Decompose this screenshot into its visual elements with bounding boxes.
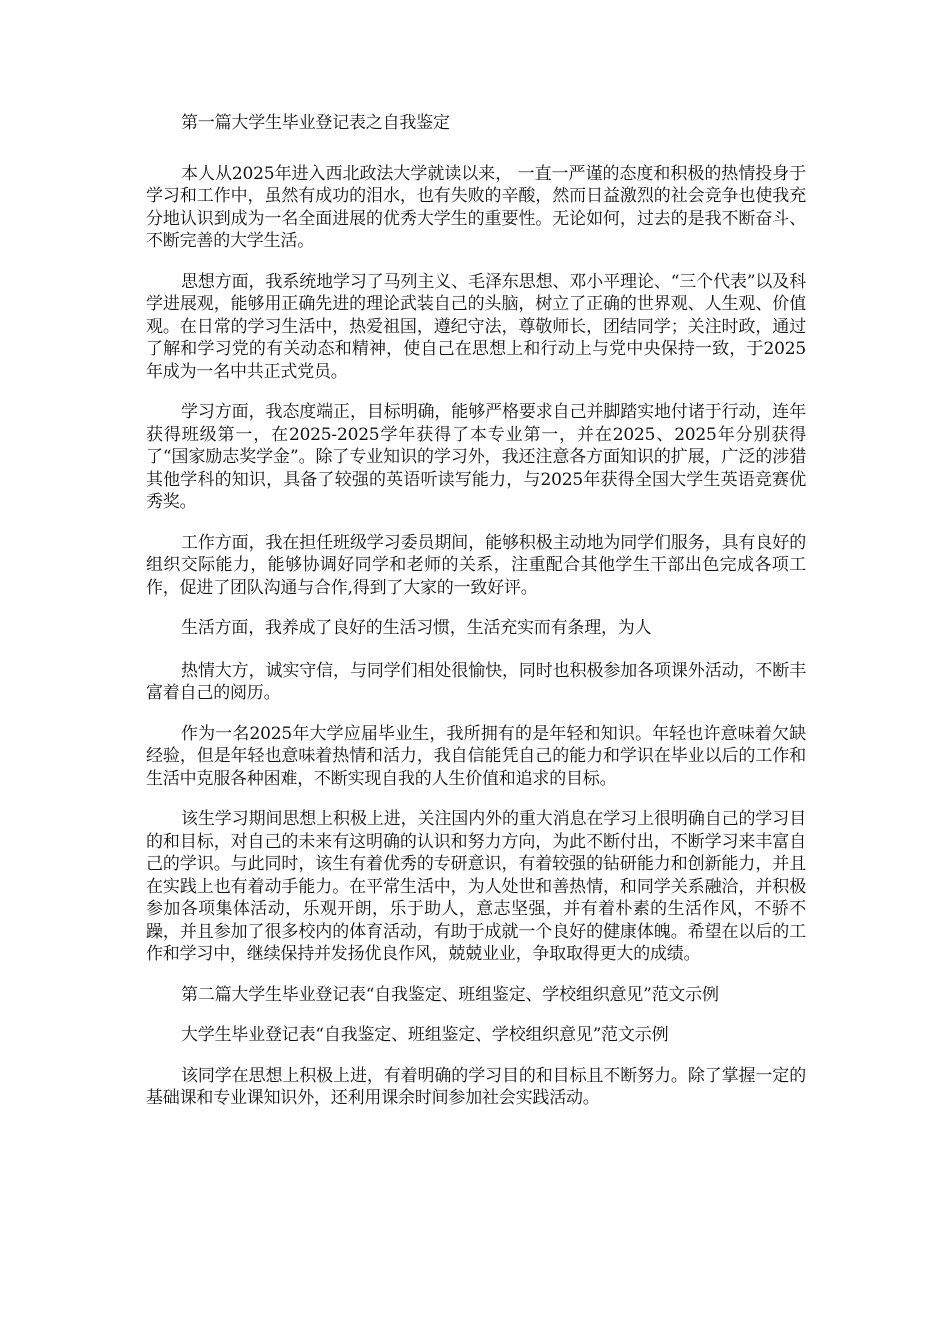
paragraph-example: 该同学在思想上积极上进，有着明确的学习目的和目标且不断努力。除了掌握一定的基础课和专业课知识外，还利用课余时间参加社会实践活动。 (146, 1065, 806, 1108)
paragraph-life-continued: 热情大方，诚实守信，与同学们相处很愉快，同时也积极参加各项课外活动，不断丰富着自己的阅历。 (146, 660, 806, 703)
paragraph-work: 工作方面，我在担任班级学习委员期间，能够积极主动地为同学们服务，具有良好的组织交际能力，能够协调好同学和老师的关系，注重配合其他学生干部出色完成各项工作，促进了团队沟通与合作,得到了大家的一致好评。 (146, 532, 806, 598)
paragraph-thought: 思想方面，我系统地学习了马列主义、毛泽东思想、邓小平理论、“三个代表”以及科学进展观，能够用正确先进的理论武装自己的头脑，树立了正确的世界观、人生观、价值观。在日常的学习生活中，热爱祖国，遵纪守法，尊敬师长，团结同学；关注时政，通过了解和学习党的有关动态和精神，使自己在思想上和行动上与党中央保持一致，于2025年成为一名中共正式党员。 (146, 271, 806, 382)
paragraph-graduate: 作为一名2025年大学应届毕业生，我所拥有的是年轻和知识。年轻也许意味着欠缺经验，但是年轻也意味着热情和活力，我自信能凭自己的能力和学识在毕业以后的工作和生活中克服各种困难，不断实现自我的人生价值和追求的目标。 (146, 723, 806, 789)
paragraph-intro: 本人从2025年进入西北政法大学就读以来， 一直一严谨的态度和积极的热情投身于学习和工作中，虽然有成功的泪水，也有失败的辛酸，然而日益激烈的社会竞争也使我充分地认识到成为一名全面进展的优秀大学生的重要性。无论如何，过去的是我不断奋斗、不断完善的大学生活。 (146, 163, 806, 251)
subheading-example: 大学生毕业登记表“自我鉴定、班组鉴定、学校组织意见”范文示例 (181, 1025, 669, 1045)
document-body (146, 112, 806, 1128)
paragraph-study: 学习方面，我态度端正，目标明确，能够严格要求自己并脚踏实地付诸于行动，连年获得班级第一，在2025-2025学年获得了本专业第一，并在2025、2025年分别获得了“国家励志奖学金”。除了专业知识的学习外，我还注意各方面知识的扩展，广泛的涉猎其他学科的知识，具备了较强的英语听读写能力，与2025年获得全国大学生英语竞赛优秀奖。 (146, 402, 806, 512)
paragraph-life: 生活方面，我养成了良好的生活习惯，生活充实而有条理，为人 (181, 618, 652, 638)
section-heading-1: 第一篇大学生毕业登记表之自我鉴定 (181, 113, 450, 133)
section-heading-2: 第二篇大学生毕业登记表“自我鉴定、班组鉴定、学校组织意见”范文示例 (181, 984, 719, 1005)
paragraph-evaluation: 该生学习期间思想上积极上进，关注国内外的重大消息在学习上很明确自己的学习目的和目标，对自己的未来有这明确的认识和努力方向，为此不断付出，不断学习来丰富自己的学识。与此同时，该生有着优秀的专研意识，有着较强的钻研能力和创新能力，并且在实践上也有着动手能力。在平常生活中，为人处世和善热情，和同学关系融洽，并积极参加各项集体活动，乐观开朗，乐于助人，意志坚强，并有着朴素的生活作风，不骄不躁，并且参加了很多校内的体育活动，有助于成就一个良好的健康体魄。希望在以后的工作和学习中，继续保持并发扬优良作风，兢兢业业，争取取得更大的成绩。 (146, 809, 806, 964)
